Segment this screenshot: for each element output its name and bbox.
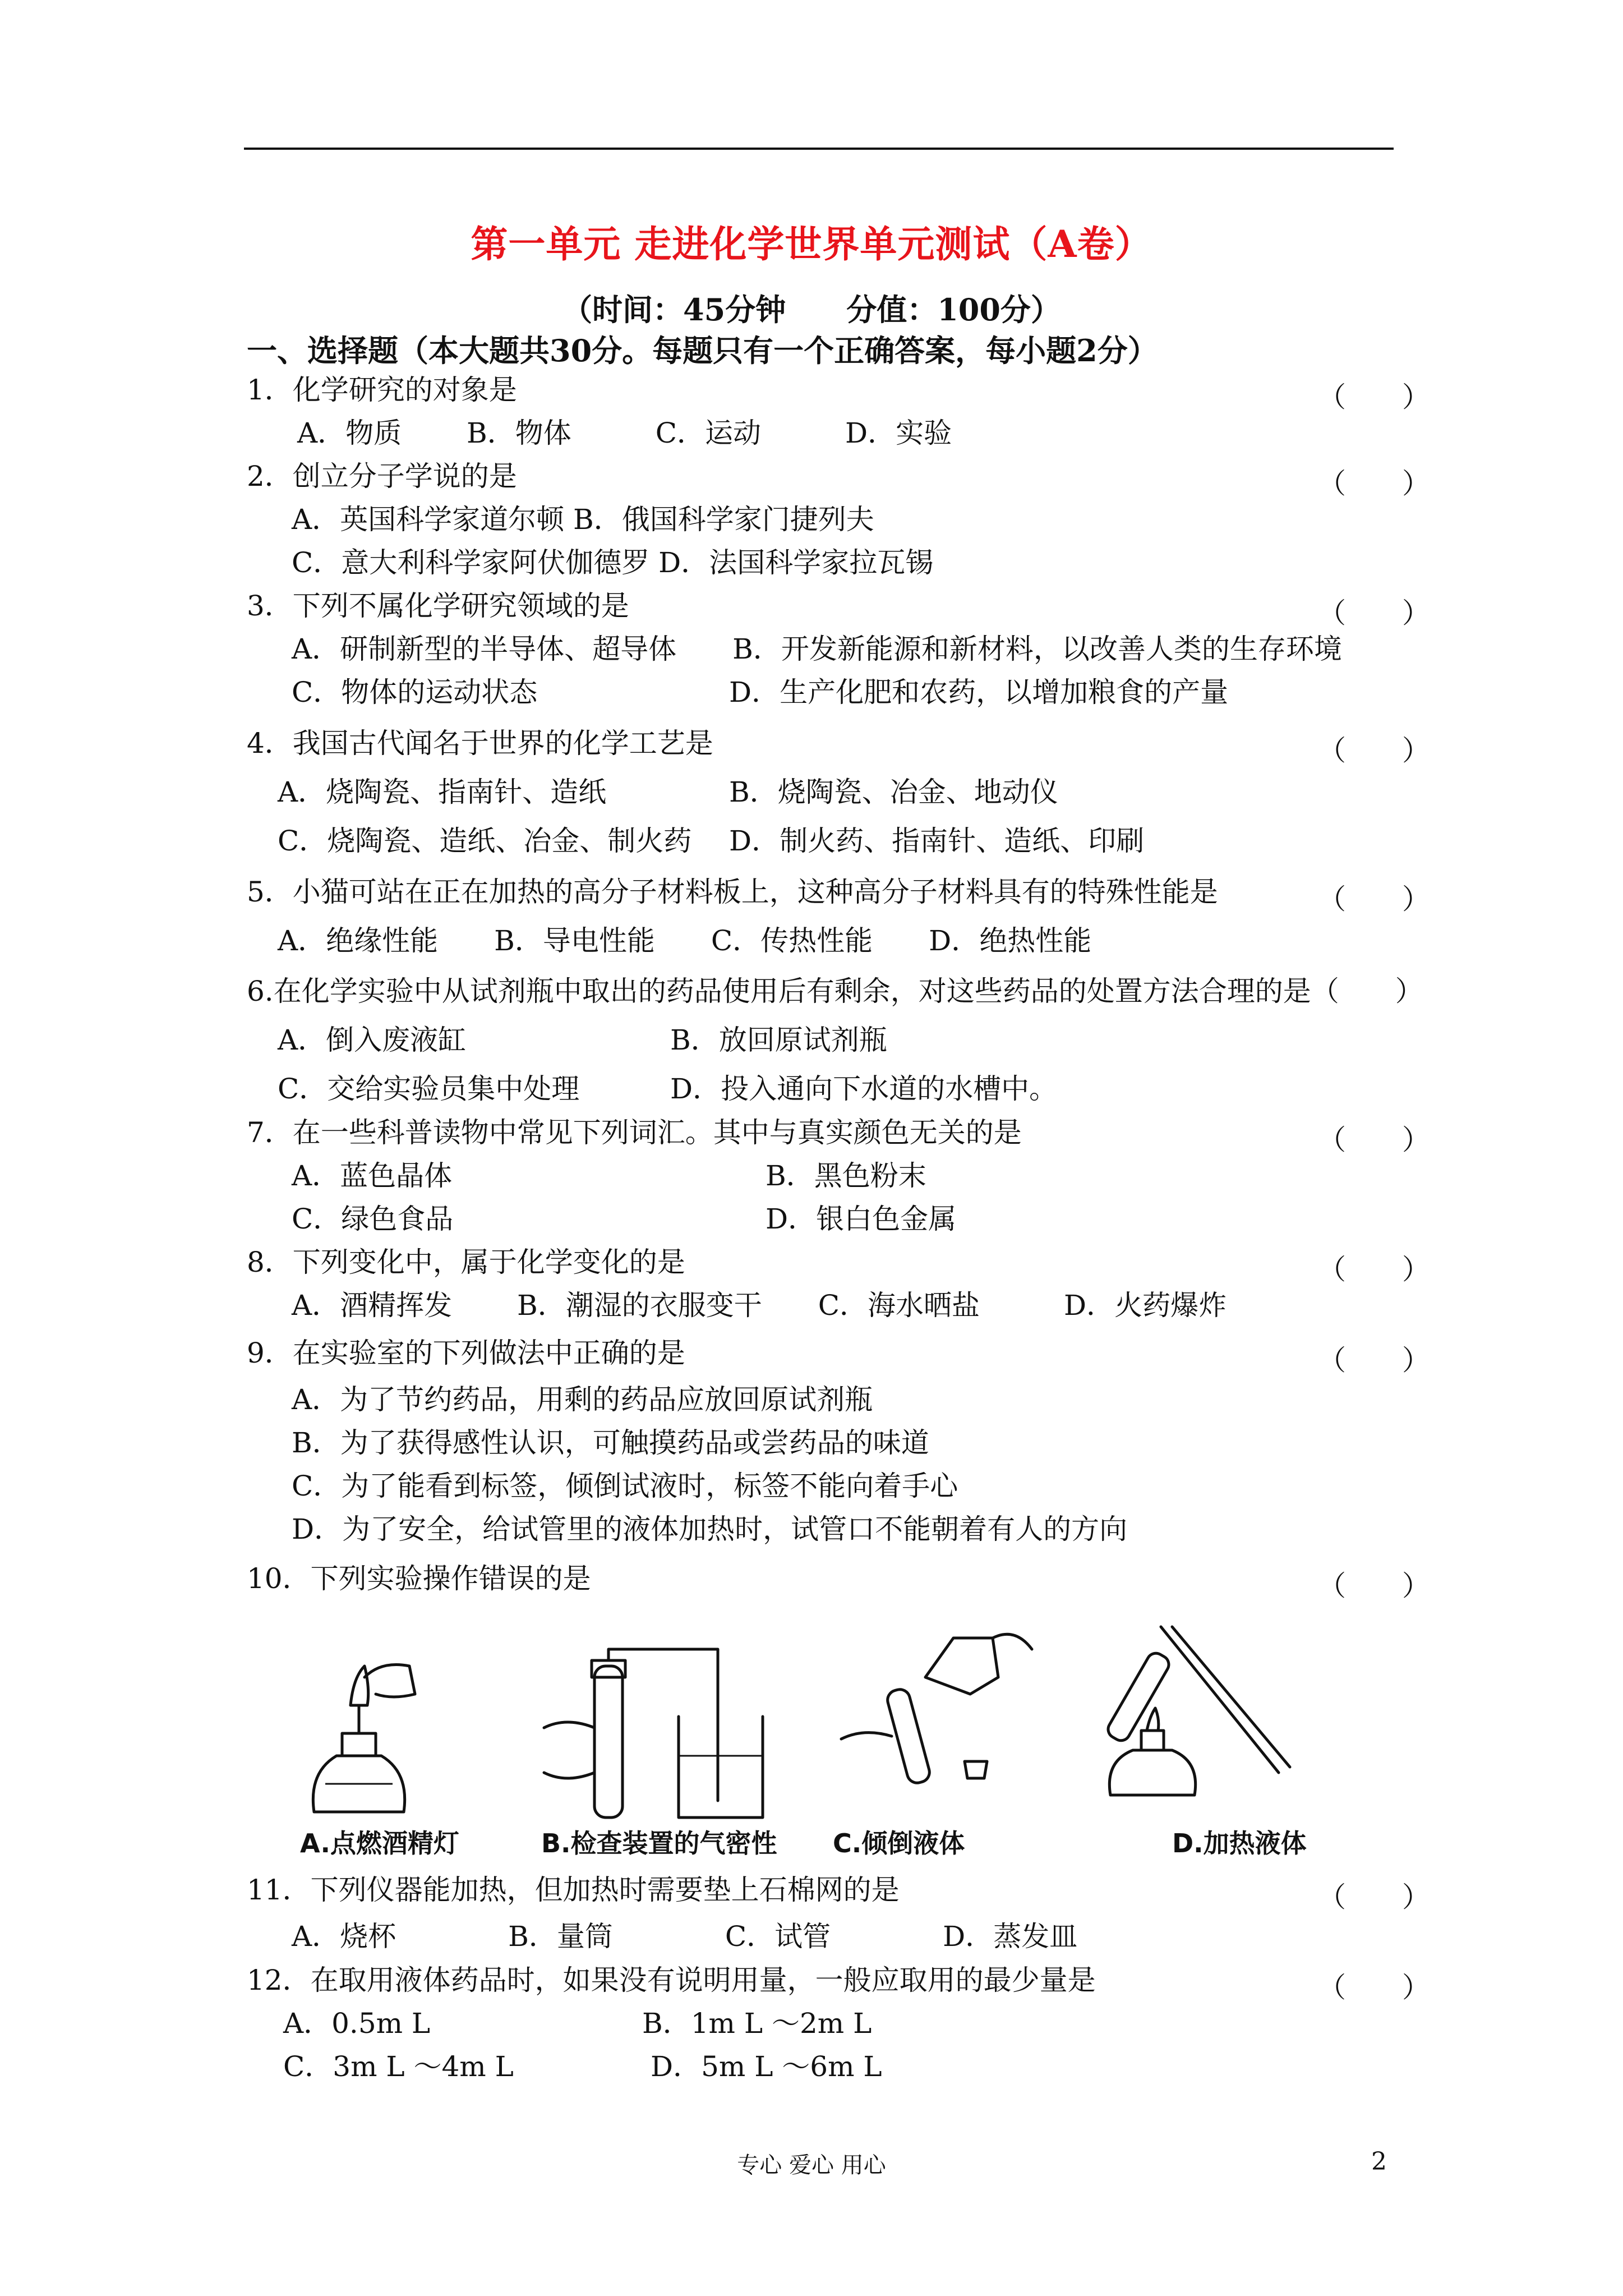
figure-b-caption: B.检查装置的气密性	[541, 1828, 777, 1858]
figure-d-heating-liquid	[1094, 1616, 1307, 1806]
figure-b-airtightness-check	[533, 1644, 774, 1823]
question-9-option-b: B．为了获得感性认识，可触摸药品或尝药品的味道	[292, 1427, 929, 1459]
question-9-option-a: A．为了节约药品，用剩的药品应放回原试剂瓶	[292, 1383, 873, 1416]
section-heading: 一、选择题（本大题共30分。每题只有一个正确答案，每小题2分）	[247, 333, 1158, 369]
question-9-option-d: D．为了安全，给试管里的液体加热时，试管口不能朝着有人的方向	[292, 1513, 1128, 1545]
question-11-stem: 11．下列仪器能加热，但加热时需要垫上石棉网的是	[247, 1874, 900, 1906]
question-6-option-c: C．交给实验员集中处理	[278, 1073, 580, 1105]
question-11-answer-blank: （ ）	[1318, 1881, 1430, 1913]
question-6-option-a: A．倒入废液缸	[278, 1024, 467, 1056]
question-9-answer-blank: （ ）	[1318, 1344, 1430, 1377]
question-3-answer-blank: （ ）	[1318, 597, 1430, 629]
page-number: 2	[1371, 2147, 1387, 2176]
question-1-answer-blank: （ ）	[1318, 381, 1430, 413]
question-2-option-ab: A．英国科学家道尔顿 B．俄国科学家门捷列夫	[292, 503, 874, 536]
question-6-option-d: D．投入通向下水道的水槽中。	[670, 1073, 1058, 1105]
question-5-answer-blank: （ ）	[1318, 883, 1430, 915]
question-4-stem: 4．我国古代闻名于世界的化学工艺是	[247, 727, 713, 760]
question-9-stem: 9．在实验室的下列做法中正确的是	[247, 1337, 685, 1369]
question-7-option-c: C．绿色食品	[292, 1203, 454, 1235]
question-12-option-a: A．0.5m L	[283, 2007, 431, 2040]
question-9-option-c: C．为了能看到标签，倾倒试液时，标签不能向着手心	[292, 1470, 958, 1502]
question-4-option-d: D．制火药、指南针、造纸、印刷	[729, 825, 1145, 857]
question-4-answer-blank: （ ）	[1318, 734, 1430, 767]
figure-c-caption: C.倾倒液体	[833, 1828, 965, 1858]
question-12-answer-blank: （ ）	[1318, 1971, 1430, 2004]
question-7-answer-blank: （ ）	[1318, 1124, 1430, 1156]
question-2-option-cd: C．意大利科学家阿伏伽德罗 D．法国科学家拉瓦锡	[292, 546, 934, 579]
question-4-option-b: B．烧陶瓷、冶金、地动仪	[729, 776, 1058, 808]
question-6-stem: 6.在化学实验中从试剂瓶中取出的药品使用后有剩余，对这些药品的处置方法合理的是（ ）	[247, 975, 1423, 1007]
question-5-stem: 5．小猫可站在正在加热的高分子材料板上，这种高分子材料具有的特殊性能是	[247, 876, 1218, 908]
question-3-option-ab: A．研制新型的半导体、超导体 B．开发新能源和新材料，以改善人类的生存环境	[292, 633, 1342, 665]
question-4-option-a: A．烧陶瓷、指南针、造纸	[278, 776, 607, 808]
question-8-options: A．酒精挥发 B．潮湿的衣服变干 C．海水晒盐 D．火药爆炸	[292, 1289, 1227, 1322]
question-10-stem: 10．下列实验操作错误的是	[247, 1562, 591, 1595]
page-title: 第一单元 走进化学世界单元测试（A卷）	[471, 222, 1152, 266]
figure-d-caption: D.加热液体	[1172, 1828, 1307, 1858]
question-3-stem: 3．下列不属化学研究领域的是	[247, 590, 629, 622]
question-12-stem: 12．在取用液体药品时，如果没有说明用量，一般应取用的最少量是	[247, 1964, 1096, 1996]
question-3-option-c: C．物体的运动状态	[292, 676, 538, 708]
question-1-stem: 1．化学研究的对象是	[247, 374, 517, 406]
question-2-stem: 2．创立分子学说的是	[247, 460, 517, 493]
question-12-option-c: C．3m L ～4m L	[283, 2050, 514, 2083]
page-footer: 专心 爱心 用心	[737, 2152, 886, 2178]
question-4-option-c: C．烧陶瓷、造纸、冶金、制火药	[278, 825, 692, 857]
question-8-stem: 8．下列变化中，属于化学变化的是	[247, 1246, 685, 1278]
figure-a-caption: A.点燃酒精灯	[300, 1828, 459, 1858]
question-7-stem: 7．在一些科普读物中常见下列词汇。其中与真实颜色无关的是	[247, 1116, 1022, 1149]
question-12-option-d: D．5m L ～6m L	[651, 2050, 882, 2083]
question-7-option-d: D．银白色金属	[766, 1203, 957, 1235]
question-10-answer-blank: （ ）	[1318, 1570, 1430, 1602]
question-12-option-b: B．1m L ～2m L	[642, 2007, 872, 2040]
header-rule	[244, 148, 1394, 150]
figure-a-alcohol-lamp	[297, 1644, 421, 1823]
question-1-options: A．物质 B．物体 C．运动 D．实验	[297, 417, 952, 449]
exam-info: （时间：45分钟 分值：100分）	[562, 292, 1061, 328]
question-3-option-d: D．生产化肥和农药，以增加粮食的产量	[729, 676, 1229, 708]
question-11-options: A．烧杯 B．量筒 C．试管 D．蒸发皿	[292, 1920, 1078, 1953]
question-6-option-b: B．放回原试剂瓶	[670, 1024, 887, 1056]
question-8-answer-blank: （ ）	[1318, 1253, 1430, 1286]
question-7-option-a: A．蓝色晶体	[292, 1159, 453, 1192]
question-2-answer-blank: （ ）	[1318, 467, 1430, 500]
figure-c-pouring-liquid	[830, 1616, 1043, 1795]
question-5-options: A．绝缘性能 B．导电性能 C．传热性能 D．绝热性能	[278, 924, 1092, 957]
question-7-option-b: B．黑色粉末	[766, 1159, 926, 1192]
